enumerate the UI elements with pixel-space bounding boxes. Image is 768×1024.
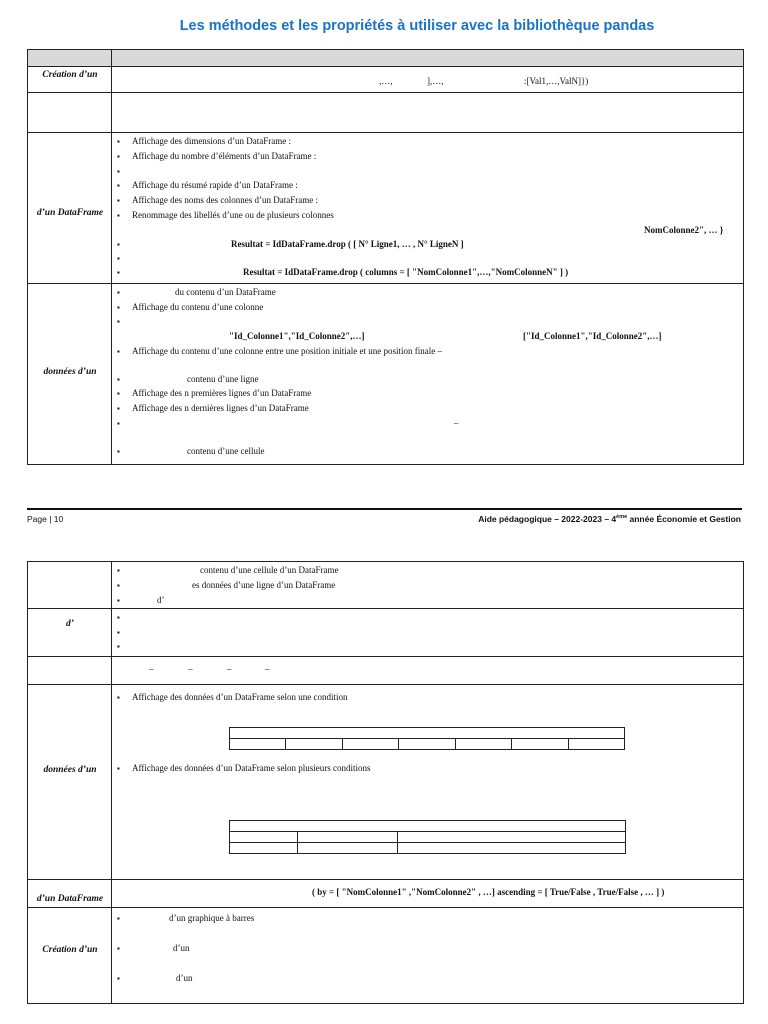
creation-code-2: ],…, — [427, 76, 444, 86]
bullet-icon: ▪ — [117, 642, 120, 651]
bullet-icon: ▪ — [117, 944, 120, 953]
info-row — [28, 133, 744, 284]
short-line: d’ — [157, 595, 165, 605]
row-data-line: es données d’une ligne d’un DataFrame — [192, 580, 336, 590]
bullet-icon: ▪ — [117, 628, 120, 637]
sort-code: ( by = [ "NomColonne1" ,"NomColonne2" , …] ascending = [ True/False , True/False , … ] ) — [312, 887, 665, 897]
condition-table-2 — [229, 820, 626, 854]
bullet-icon: ▪ — [117, 389, 120, 398]
bullet-icon: ▪ — [117, 254, 120, 263]
operators-row — [28, 657, 744, 685]
page-title: Les méthodes et les propriétés à utiliser avec la bibliothèque pandas — [179, 18, 655, 34]
tail-line: Affichage des n dernières lignes d’un DataFrame — [132, 403, 309, 413]
data-line-1: du contenu d’un DataFrame — [175, 287, 276, 297]
bullet-icon: ▪ — [117, 268, 120, 277]
condition-table-1 — [229, 727, 625, 750]
bullet-icon: ▪ — [117, 303, 120, 312]
bullet-icon: ▪ — [117, 447, 120, 456]
bullet-icon: ▪ — [117, 974, 120, 983]
bullet-icon: ▪ — [117, 347, 120, 356]
cell-line: contenu d’une cellule — [187, 446, 265, 456]
operator-dash: – — [188, 664, 193, 674]
cell-access-row — [28, 562, 744, 609]
condition-line-2: Affichage des données d’un DataFrame selon plusieurs conditions — [132, 763, 371, 773]
bullet-icon: ▪ — [117, 566, 120, 575]
columns-code-b: ["Id_Colonne1","Id_Colonne2",…] — [523, 331, 662, 341]
empty-row — [28, 93, 744, 133]
info-line-6: Renommage des libellés d’une ou de plusieurs colonnes — [132, 210, 334, 220]
info-line-1: Affichage des dimensions d’un DataFrame : — [132, 136, 292, 146]
bullet-icon: ▪ — [117, 181, 120, 190]
sort-row — [28, 880, 744, 908]
bullet-icon: ▪ — [117, 152, 120, 161]
operator-dash: – — [265, 664, 270, 674]
filter-row — [28, 685, 744, 880]
rename-tail: NomColonne2", … } — [644, 225, 724, 235]
filter-label: données d’un — [43, 765, 97, 775]
head-line: Affichage des n premières lignes d’un DataFrame — [132, 388, 312, 398]
operator-dash: – — [227, 664, 232, 674]
info-label: d’un DataFrame — [36, 208, 104, 218]
bullet-icon: ▪ — [117, 693, 120, 702]
info-line-4: Affichage du résumé rapide d’un DataFrame : — [132, 180, 298, 190]
data-label: données d’un — [43, 367, 97, 377]
bullet-icon: ▪ — [117, 581, 120, 590]
bullet-icon: ▪ — [117, 613, 120, 622]
footer-course-text: Aide pédagogique – 2022-2023 – 4 — [478, 514, 617, 524]
creation-label: Création d’un — [42, 70, 98, 80]
bullet-icon: ▪ — [117, 404, 120, 413]
bullet-icon: ▪ — [117, 419, 120, 428]
operator-dash: – — [149, 664, 154, 674]
data-row — [28, 284, 744, 465]
bullet-icon: ▪ — [117, 317, 120, 326]
sort-label: d’un DataFrame — [36, 894, 104, 904]
bullet-icon: ▪ — [117, 240, 120, 249]
bullet-icon: ▪ — [117, 196, 120, 205]
data-line-2: Affichage du contenu d’une colonne — [132, 302, 264, 312]
info-line-2: Affichage du nombre d’éléments d’un DataFrame : — [132, 151, 317, 161]
creation-row — [28, 67, 744, 93]
modify-label: d’ — [66, 619, 74, 629]
table-header-row — [28, 50, 744, 67]
row-line: contenu d’une ligne — [187, 374, 259, 384]
footer-rule — [27, 508, 742, 510]
chart-row — [28, 908, 744, 1004]
bullet-icon: ▪ — [117, 914, 120, 923]
footer-course-text-end: année Économie et Gestion — [627, 514, 741, 524]
bullet-icon: ▪ — [117, 211, 120, 220]
page-number: Page | 10 — [27, 514, 64, 524]
bullet-icon: ▪ — [117, 288, 120, 297]
columns-code-a: "Id_Colonne1","Id_Colonne2",…] — [229, 331, 365, 341]
footer-superscript: ème — [616, 514, 628, 521]
chart-line-2: d’un — [173, 943, 190, 953]
footer-course-info — [478, 514, 741, 524]
bullet-icon: ▪ — [117, 137, 120, 146]
drop-rows-code: Resultat = IdDataFrame.drop ( [ N° Ligne1, … , N° LigneN ] — [231, 239, 464, 249]
chart-line-3: d’un — [176, 973, 193, 983]
info-line-5: Affichage des noms des colonnes d’un DataFrame : — [132, 195, 319, 205]
dash-text: – — [454, 418, 459, 428]
bullet-icon: ▪ — [117, 764, 120, 773]
chart-label: Création d’un — [42, 945, 98, 955]
drop-cols-code: Resultat = IdDataFrame.drop ( columns = [ "NomColonne1",…,"NomColonneN" ] ) — [243, 267, 569, 277]
bullet-icon: ▪ — [117, 167, 120, 176]
condition-line-1: Affichage des données d’un DataFrame selon une condition — [132, 692, 348, 702]
bullet-icon: ▪ — [117, 375, 120, 384]
range-line: Affichage du contenu d’une colonne entre une position initiale et une position finale – — [132, 346, 442, 356]
modify-row — [28, 609, 744, 657]
creation-code-1: ,…, — [379, 76, 393, 86]
creation-code-3: :[Val1,…,ValN]}) — [524, 76, 589, 86]
bullet-icon: ▪ — [117, 596, 120, 605]
cell-access-line: contenu d’une cellule d’un DataFrame — [200, 565, 339, 575]
methods-table-1 — [27, 49, 744, 465]
chart-line-1: d’un graphique à barres — [169, 913, 255, 923]
methods-table-2 — [27, 561, 744, 1004]
